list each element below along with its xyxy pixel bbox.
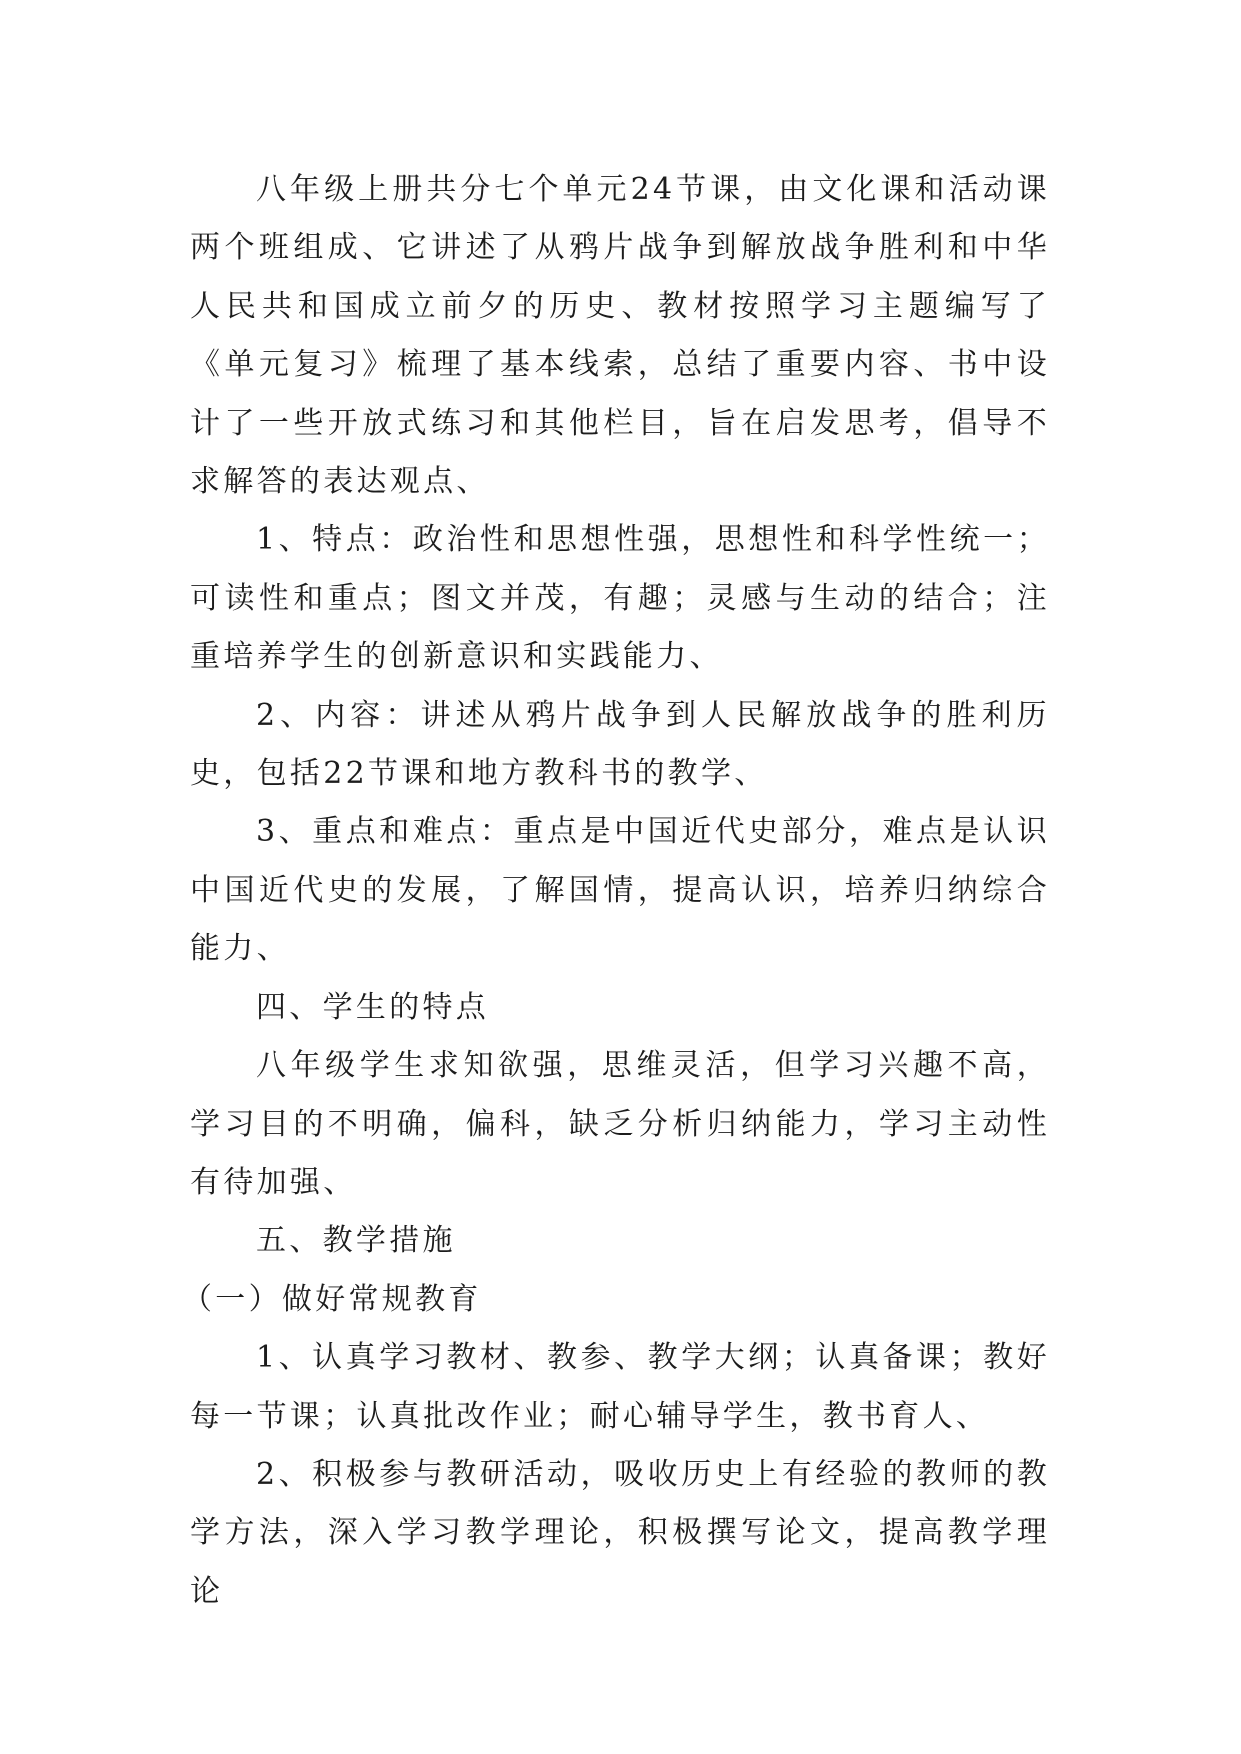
paragraph-measure-2: 2、积极参与教研活动，吸收历史上有经验的教师的教学方法，深入学习教学理论，积极撰写论文，提高教学理论 (190, 1456, 1050, 1609)
subsection-heading-routine: （一）做好常规教育 (182, 1281, 482, 1317)
paragraph-measure-1: 1、认真学习教材、教参、教学大纲；认真备课；教好每一节课；认真批改作业；耐心辅导学生，教书育人、 (190, 1340, 1050, 1434)
paragraph-content: 2、内容：讲述从鸦片战争到人民解放战争的胜利历史，包括22节课和地方教科书的教学、 (190, 697, 1050, 792)
section-heading-measures: 五、教学措施 (256, 1223, 456, 1259)
paragraph-features: 1、特点：政治性和思想性强，思想性和科学性统一；可读性和重点；图文并茂，有趣；灵感与生动的结合；注重培养学生的创新意识和实践能力、 (190, 522, 1050, 675)
paragraph-key-points: 3、重点和难点：重点是中国近代史部分，难点是认识中国近代史的发展，了解国情，提高认识，培养归纳综合能力、 (190, 814, 1050, 967)
paragraph-intro: 八年级上册共分七个单元24节课，由文化课和活动课两个班组成、它讲述了从鸦片战争到解放战争胜利和中华人民共和国成立前夕的历史、教材按照学习主题编写了《单元复习》梳理了基本线索，总结了重要内容、书中设计了一些开放式练习和其他栏目，旨在启发思考，倡导不求解答的表达观点、 (190, 172, 1050, 500)
section-heading-students: 四、学生的特点 (256, 989, 490, 1025)
document-page (182, 161, 1050, 1621)
paragraph-students: 八年级学生求知欲强，思维灵活，但学习兴趣不高，学习目的不明确，偏科，缺乏分析归纳能力，学习主动性有待加强、 (190, 1048, 1050, 1200)
